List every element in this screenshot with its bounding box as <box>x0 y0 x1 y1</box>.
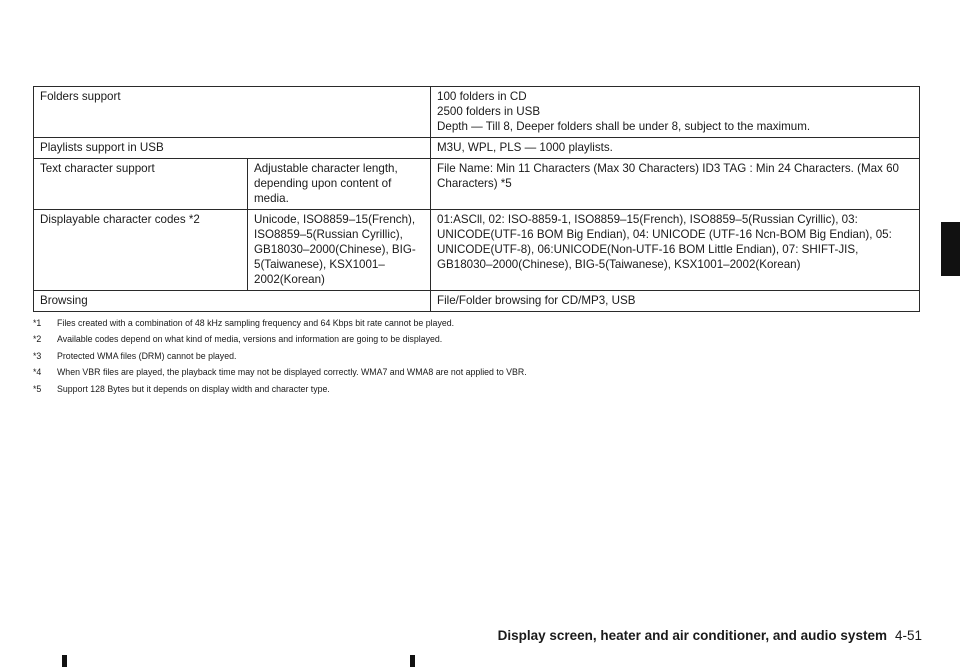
row-label: Text character support <box>34 159 248 210</box>
row-label: Playlists support in USB <box>34 138 431 159</box>
row-value: 100 folders in CD 2500 folders in USB Depth — Till 8, Deeper folders shall be under 8, subject to the maximum. <box>431 87 920 138</box>
row-value: 01:ASCll, 02: ISO-8859-1, ISO8859–15(French), ISO8859–5(Russian Cyrillic), 03: UNICODE(UTF-16 BOM Big Endian), 04: UNICODE (UTF-16 Ncn-BOM Big Endian), 05: UNICODE(UTF-8), 06:UNICODE(Non-UTF-16 BOM Little Endian), 07: SHIFT-JIS, GB18030–2000(Chinese), BIG-5(Taiwanese), KSX1001–2002(Korean) <box>431 210 920 291</box>
row-value: File Name: Min 11 Characters (Max 30 Characters) ID3 TAG : Min 24 Characters. (Max 60 Characters) *5 <box>431 159 920 210</box>
footnote <box>33 318 913 329</box>
footnotes <box>33 318 913 400</box>
footnote-mark: *5 <box>33 383 42 394</box>
table-row <box>34 138 920 159</box>
footnote-mark: *4 <box>33 367 42 378</box>
footer-section-title: Display screen, heater and air conditioner, and audio system <box>497 628 887 643</box>
crop-mark <box>62 655 67 667</box>
page-footer <box>498 628 922 643</box>
footnote-text: Support 128 Bytes but it depends on display width and character type. <box>57 383 330 394</box>
footnote-mark: *1 <box>33 318 42 328</box>
row-label: Folders support <box>34 87 431 138</box>
row-value: File/Folder browsing for CD/MP3, USB <box>431 291 920 312</box>
row-label: Browsing <box>34 291 431 312</box>
footnote <box>33 384 913 395</box>
crop-mark <box>410 655 415 667</box>
footnote-mark: *3 <box>33 350 42 361</box>
section-thumb-tab <box>941 222 960 276</box>
row-label: Displayable character codes *2 <box>34 210 248 291</box>
row-detail: Unicode, ISO8859–15(French), ISO8859–5(Russian Cyrillic), GB18030–2000(Chinese), BIG-5(Taiwanese), KSX1001–2002(Korean) <box>248 210 431 291</box>
table-row <box>34 159 920 210</box>
specifications-table <box>33 86 920 312</box>
footnote <box>33 367 913 378</box>
footnote-text: Files created with a combination of 48 kHz sampling frequency and 64 Kbps bit rate cannot be played. <box>57 318 455 328</box>
footnote-text: Protected WMA files (DRM) cannot be played. <box>57 350 237 361</box>
table-row <box>34 87 920 138</box>
table-row <box>34 291 920 312</box>
page-number: 4-51 <box>894 628 922 643</box>
footnote <box>33 334 913 345</box>
footnote-text: When VBR files are played, the playback time may not be displayed correctly. WMA7 and WMA8 are not applied to VBR. <box>57 367 527 378</box>
footnote-mark: *2 <box>33 334 42 345</box>
row-value: M3U, WPL, PLS — 1000 playlists. <box>431 138 920 159</box>
table-row <box>34 210 920 291</box>
footnote <box>33 351 913 362</box>
row-detail: Adjustable character length, depending upon content of media. <box>248 159 431 210</box>
footnote-text: Available codes depend on what kind of media, versions and information are going to be displayed. <box>57 334 443 345</box>
